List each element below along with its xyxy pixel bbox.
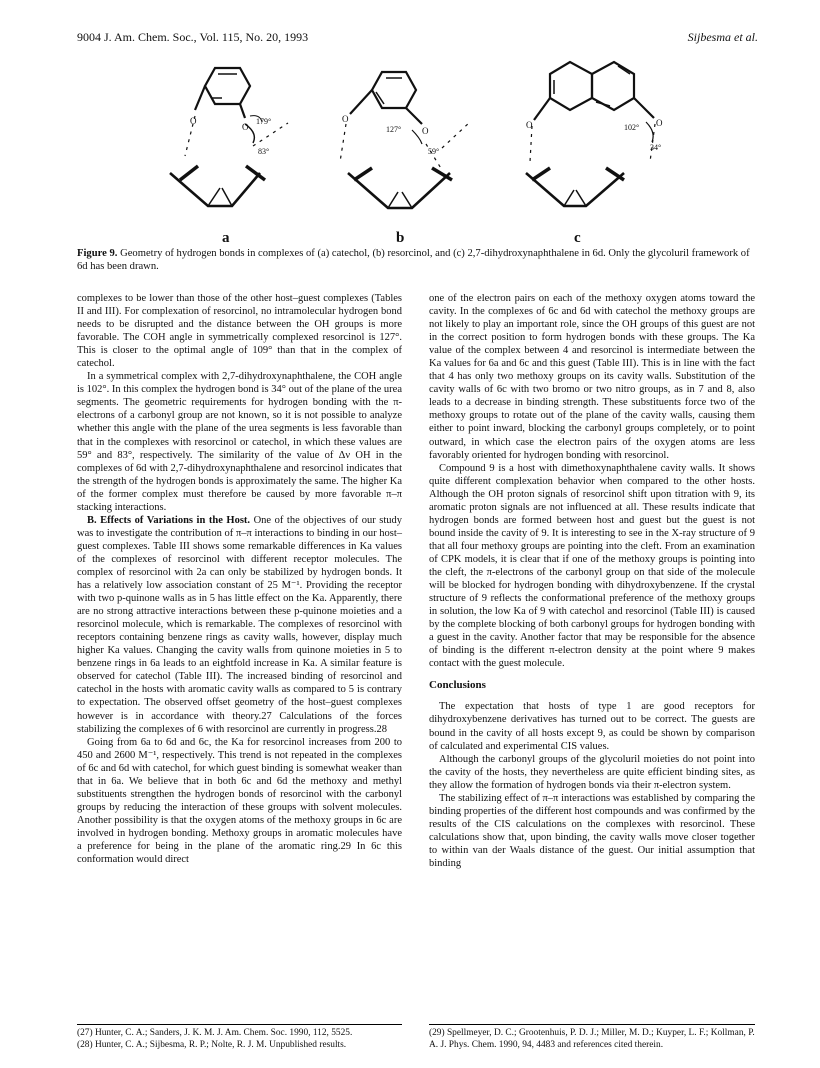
figure-caption bbox=[77, 247, 758, 273]
paragraph: In a symmetrical complex with 2,7-dihydroxynaphthalene, the COH angle is 102°. In this complex the hydrogen bond is 34° out of the plane of the urea segments. The geometric requirements for hydrogen bonding with the π-electrons of a carbonyl group are not known, so it is not possible to analyze whether this angle with the plane of the urea segments is less favorable than that in the complexes with resorcinol or catechol, in which these values are 59° and 83°, respectively. The similarity of the value of Δν OH in the complexes of 6d with 2,7-dihydroxynaphthalene and resorcinol indicates that the strength of the hydrogen bonds is approximately the same. The higher Ka of the former complex must therefore be caused by more favorable π–π stacking interactions. bbox=[77, 371, 402, 513]
footnote: (27) Hunter, C. A.; Sanders, J. K. M. J. Am. Chem. Soc. 1990, 112, 5525. bbox=[77, 1028, 353, 1038]
subsection-heading: B. Effects of Variations in the Host. bbox=[87, 514, 251, 526]
panel-c-drawing bbox=[526, 62, 655, 206]
paragraph: Compound 9 is a host with dimethoxynaphthalene cavity walls. It shows quite different complexation behavior when compared to the other hosts. Although the OH proton signals of resorcinol shift upon titration with 9, its aromatic proton signals are not influenced at all. These results indicate that hydrogen bonds are formed between host and guest but the guest is not bound inside the cavity of 9. It is interesting to see in the X-ray structure of 9 that all four methoxy groups are pointing into the cleft. From an examination of CPK models, it is clear that if one of the methoxy groups is pointing into the cleft, the π-electrons of the carbonyl group on that side of the molecule will be blocked for hydrogen bonding with dihydroxybenzene. If the crystal structure of 9 reflects the conformational preference of the methoxy groups in solution, the low Ka of 9 with catechol and resorcinol (Table III) is caused by the complete blocking of both carbonyl groups for hydrogen bonding with a guest in the cavity. Another factor that may be responsible for the absence of binding is the different π-electron density at the point where 9 makes contact with the guest molecule. bbox=[429, 462, 755, 670]
panel-b-drawing bbox=[340, 72, 470, 208]
panel-c-angle-1: 102° bbox=[624, 123, 640, 132]
panel-b-angle-2: 59° bbox=[428, 147, 440, 156]
left-column bbox=[77, 292, 402, 866]
panel-b-o-left: O bbox=[342, 114, 349, 124]
paragraph: one of the electron pairs on each of the methoxy oxygen atoms toward the cavity. In the complexes of 6c and 6d with catechol the methoxy groups are not likely to play an important role, since the OH groups of this guest are not in the correct position to form hydrogen bonds with these groups. The Ka value of the complex between 4 and resorcinol is intermediate between the Ka values for 6a and 6c and this guest (Table III). This is in line with the fact that 4 has only two methoxy groups on its cavity walls. Substitution of the cavity walls of 6c with two bromo or two nitro groups, as in 7 and 8, also leads to a decrease in binding strength. These substituents force two of the methoxy groups to rotate out of the plane of the cavity walls, causing them either to point inward, blocking the carbonyl groups completely, or to point outward, in which case the electron pairs of the oxygen atoms are less favorably oriented for hydrogen bonding with resorcinol. bbox=[429, 293, 755, 461]
page-header bbox=[77, 30, 758, 48]
panel-b-o-right: O bbox=[422, 126, 429, 136]
paragraph: The stabilizing effect of π–π interactions was established by comparing the binding properties of the different host compounds and was confirmed by the results of the CIS calculations on the complexes with resorcinol. These calculations show that, upon binding, the cavity walls move closer together to within van der Waals distance of the guest. Our initial assumption that binding bbox=[429, 792, 755, 869]
paragraph: One of the objectives of our study was to investigate the contribution of π–π interactions to binding in our host–guest complexes. Table III shows some remarkable differences in Ka values of the complexes of resorcinol with different receptor molecules. The complex of resorcinol with 2a can only be stabilized by hydrogen bonds. It has a relatively low association constant of 25 M⁻¹. Providing the receptor with two p-quinone walls as in 5 has little effect on the Ka. Apparently, there are no strong attractive interactions between these p-quinone moieties and a resorcinol molecule, which is remarkable. The complexes of resorcinol with receptors containing benzene rings as cavity walls, however, display much higher Ka values. Changing the cavity walls from quinone moieties in 5 to benzene rings in 6a leads to an eightfold increase in Ka. A similar feature is observed for catechol (Table III). The increased binding of resorcinol and catechol in the hosts with aromatic cavity walls as compared to 5 is contrary to expectation. The observed offset geometry of the host–guest complexes however is in accordance with theory.27 Calculations of the forces stabilizing the complexes of 6 with resorcinol are currently in progress.28 bbox=[77, 514, 402, 735]
panel-a-o-left: O bbox=[190, 116, 197, 126]
panel-a-angle-1: 179° bbox=[256, 117, 272, 126]
paragraph: Going from 6a to 6d and 6c, the Ka for resorcinol increases from 200 to 450 and 2600 M⁻¹, respectively. This trend is not repeated in the complexes of 6c and 6d with catechol, for which guest binding is somewhat weaker than that in 6a. We believe that in both 6c and 6d the methoxy and methyl substituents strengthen the hydrogen bonds of resorcinol with the carbonyl groups by reducing the interaction of these groups with solvent molecules. Another possibility is that the oxygen atoms of the methoxy groups in 6c are involved in hydrogen bonding. Methoxy groups in aromatic molecules have a preference for being in the plane of the aromatic ring.29 In 6c this conformation would direct bbox=[77, 736, 402, 866]
panel-c-letter: c bbox=[574, 230, 581, 246]
paragraph: complexes to be lower than those of the other host–guest complexes (Tables II and III). For complexation of resorcinol, no intramolecular hydrogen bond needs to be disrupted and the distance between the OH groups is more favorable. The COH angle in symmetrically complexed resorcinol is 127°. This is closer to the optimal angle of 109° than that in the complex of catechol. bbox=[77, 293, 402, 370]
footnotes-left bbox=[77, 1024, 402, 1051]
figure-9 bbox=[150, 58, 740, 246]
figure-caption-label: Figure 9. bbox=[77, 248, 118, 259]
footnote: (28) Hunter, C. A.; Sijbesma, R. P.; Nolte, R. J. M. Unpublished results. bbox=[77, 1039, 347, 1050]
panel-b-letter: b bbox=[396, 230, 405, 246]
paragraph: Although the carbonyl groups of the glycoluril moieties do not point into the cavity of the hosts, they nevertheless are quite efficient binding sites, as they allow the formation of hydrogen bonds via their π-electron system. bbox=[429, 753, 755, 791]
section-heading-conclusions: Conclusions bbox=[429, 679, 486, 692]
figure-caption-text: Geometry of hydrogen bonds in complexes of (a) catechol, (b) resorcinol, and (c) 2,7-dihydroxynaphthalene in 6d. Only the glycoluril framework of 6d has been drawn. bbox=[77, 248, 750, 272]
panel-a-drawing bbox=[170, 68, 288, 206]
panel-b-angle-1: 127° bbox=[386, 125, 402, 134]
hydrogen-bond-geometry-figure bbox=[150, 58, 740, 246]
panel-c-o-right: O bbox=[656, 118, 663, 128]
journal-info: 9004 J. Am. Chem. Soc., Vol. 115, No. 20, 1993 bbox=[77, 30, 309, 44]
footnotes-right bbox=[429, 1024, 755, 1051]
right-column bbox=[429, 292, 755, 870]
panel-c-o-left: O bbox=[526, 120, 533, 130]
panel-a-angle-2: 83° bbox=[258, 147, 270, 156]
paragraph: The expectation that hosts of type 1 are good receptors for dihydroxybenzene derivatives has turned out to be correct. The guests are bound in the cavity of all hosts except 9, as could be shown by comparison of calculated and experimental CIS values. bbox=[429, 701, 755, 752]
panel-c-angle-2: 34° bbox=[650, 143, 662, 152]
running-authors: Sijbesma et al. bbox=[687, 30, 758, 44]
panel-a-o-right: O bbox=[242, 122, 249, 132]
panel-a-letter: a bbox=[222, 230, 230, 246]
footnote: (29) Spellmeyer, D. C.; Grootenhuis, P. D. J.; Miller, M. D.; Kuyper, L. F.; Kollman, P. A. J. Phys. Chem. 1990, 94, 4483 and references cited therein. bbox=[429, 1028, 755, 1050]
